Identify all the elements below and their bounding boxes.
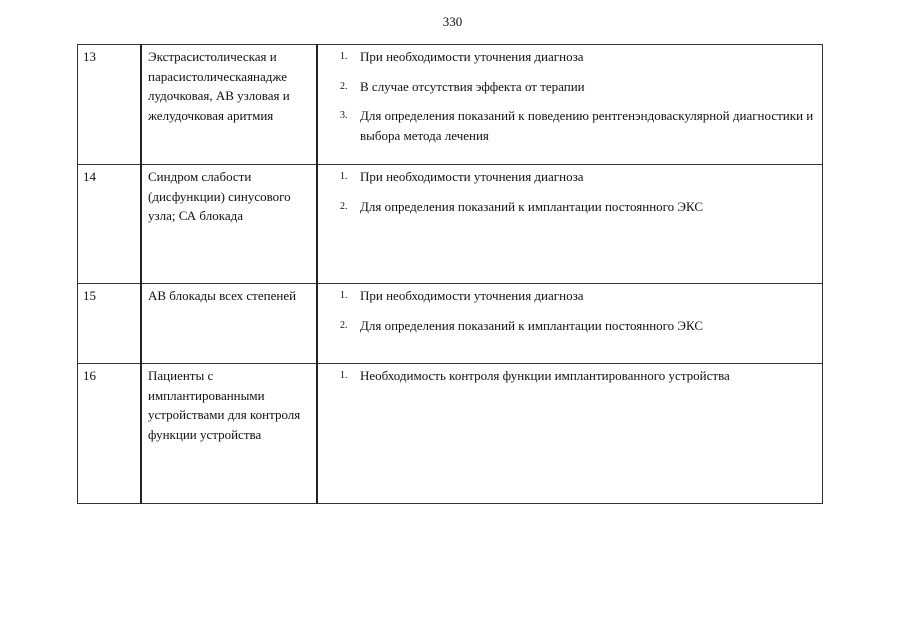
list-item [330,47,816,67]
item-number: 2. [340,200,348,212]
row-number: 14 [78,165,142,284]
item-text: Для определения показаний к имплантации постоянного ЭКС [360,317,704,333]
item-text: Для определения показаний к имплантации постоянного ЭКС [360,198,704,214]
table-row [78,284,823,364]
indications-cell [317,165,823,284]
item-number: 2. [340,80,348,92]
table-row [78,45,823,165]
indications-list [330,47,816,145]
list-item [330,106,816,145]
item-number: 1. [340,171,348,182]
item-number: 1. [340,370,348,381]
item-number: 1. [340,290,348,301]
indications-table [77,44,823,504]
page-number: 330 [442,14,463,29]
list-item [330,366,816,386]
indications-list [330,167,816,216]
item-number: 1. [340,51,348,62]
item-number: 3. [340,110,348,121]
indications-cell [317,364,823,504]
indications-cell [317,284,823,364]
list-item [330,77,816,97]
item-text: Для определения показаний к поведению рентгенэндоваскулярной диагностики и выбора метода лечения [360,108,814,143]
list-item [330,286,816,306]
item-text: В случае отсутствия эффекта от терапии [360,78,585,94]
diagnosis-cell: Синдром слабости (дисфункции) синусового узла; СА блокада [141,165,317,284]
item-text: При необходимости уточнения диагноза [360,288,584,303]
list-item [330,316,816,336]
row-number: 13 [78,45,142,165]
table-row [78,165,823,284]
row-number: 15 [78,284,142,364]
list-item [330,167,816,187]
item-number: 2. [340,319,348,331]
indications-cell [317,45,823,165]
row-number: 16 [78,364,142,504]
diagnosis-cell: Пациенты с имплантированными устройствами для контроля функции устройства [141,364,317,504]
indications-list [330,366,816,386]
indications-list [330,286,816,335]
item-text: Необходимость контроля функции имплантированного устройства [360,368,730,383]
item-text: При необходимости уточнения диагноза [360,169,584,184]
list-item [330,197,816,217]
item-text: При необходимости уточнения диагноза [360,49,584,64]
table-row [78,364,823,504]
diagnosis-cell: Экстрасистолическая и парасистолическаянадже лудочковая, АВ узловая и желудочковая аритмия [141,45,317,165]
diagnosis-cell: АВ блокады всех степеней [141,284,317,364]
